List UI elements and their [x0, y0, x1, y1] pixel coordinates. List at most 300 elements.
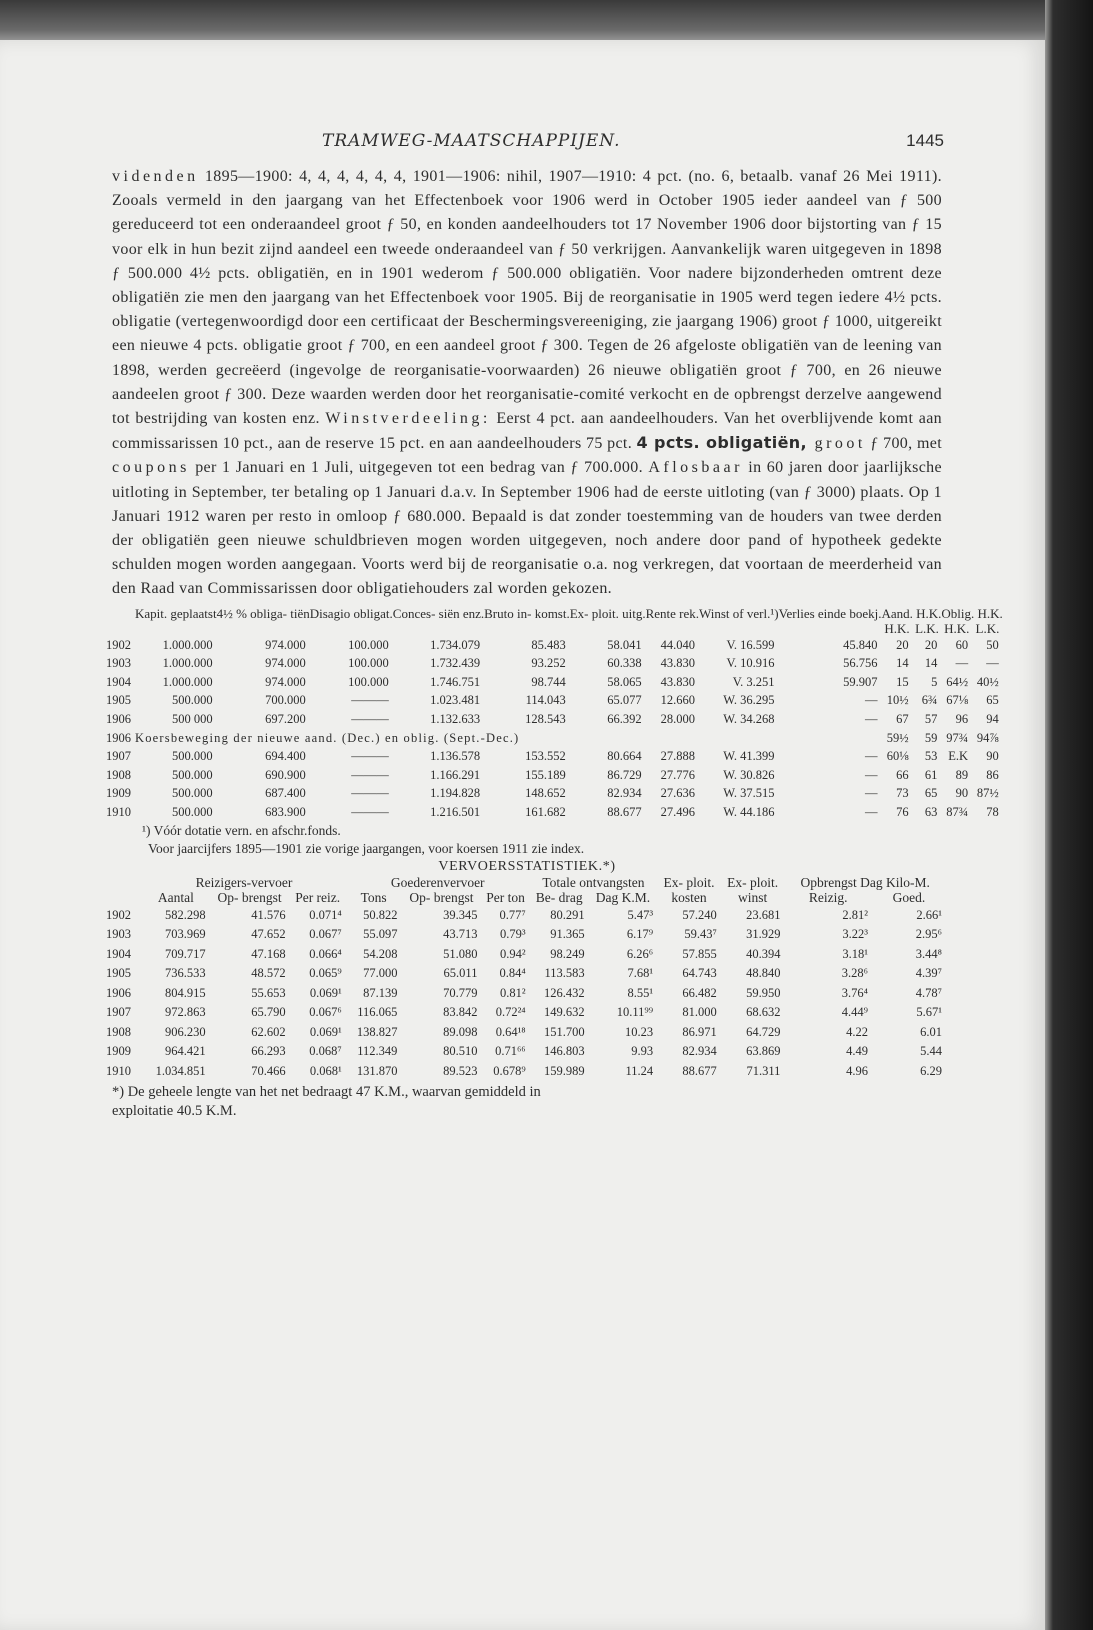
table-cell: 500.000 [171, 767, 213, 782]
table-cell: 4.78⁷ [915, 985, 942, 1000]
book-edge [1045, 0, 1093, 1630]
ver-header-cell: Per reiz. [295, 890, 341, 906]
table-cell: 10.23 [625, 1024, 654, 1039]
table-cell: 8.55¹ [627, 985, 654, 1000]
table-cell: 14 [924, 656, 938, 671]
table-cell: 3.18¹ [842, 946, 868, 961]
table-cell: — [864, 786, 878, 801]
table-cell: 100.000 [348, 637, 389, 652]
table-row [106, 1003, 946, 1023]
statistics-title: VERVOERSSTATISTIEK.*) [438, 858, 616, 874]
table-cell: E.K [948, 749, 969, 764]
table-cell: 65 [924, 786, 938, 801]
table-cell: 1.000.000 [162, 674, 213, 689]
table-cell: 48.840 [746, 966, 781, 981]
table-cell: ——— [351, 786, 389, 801]
table-cell: 683.900 [265, 805, 306, 819]
table-cell: — [986, 656, 999, 671]
table-cell: 64.729 [746, 1024, 781, 1039]
table-cell: 10½ [886, 693, 909, 708]
table-cell: 64½ [946, 674, 969, 689]
table-cell: 6.17⁹ [626, 927, 654, 942]
table-cell: 1.000.000 [162, 637, 213, 652]
table-cell: 1909 [106, 786, 131, 801]
table-cell: ——— [351, 767, 389, 782]
table-cell: 67⅛ [946, 693, 969, 708]
table-cell: 151.700 [544, 1024, 585, 1039]
ver-group-header: Totale ontvangsten [542, 874, 645, 890]
text-run: 1895—1900: 4, 4, 4, 4, 4, 4, 1901—1906: nihil, 1907—1910: 4 pct. (no. 6, betaalb. vanaf 26 Mei 1911). Zooals vermeld in den jaargang van het Effectenboek voor 1906 werd in October 1905 ieder aandeel van ƒ 500 gereduceerd tot een onderaandeel groot ƒ 50, en konden aandeelhouders tot 17 November 1906 door bijstorting van ƒ 15 voor elk in hun bezit zijnd aandeel een tweede onderaandeel van ƒ 50 verkrijgen. Aanvankelijk waren uitgegeven in 1898 ƒ 500.000 4½ pcts. obligatiën, en in 1901 wederom ƒ 500.000 obligatiën. Voor nadere bijzonderheden omtrent deze obligatiën zie men den jaargang van het Effectenboek voor 1905. Bij de reorganisatie in 1905 werd tegen iedere 4½ pcts. obligatie (vertegenwoordigd door een certificaat der Beschermingsvereeniging, zie jaargang 1906) groot ƒ 1000, uitgereikt een nieuwe 4 pcts. obligatie groot ƒ 700, en een aandeel groot ƒ 300. Tegen de 26 afgeloste obligatiën van de leening van 1898, werden gecreëerd (ingevolge de reorganisatie-voorwaarden) 26 nieuwe obligatiën groot ƒ 700, en 26 nieuwe aandeelen groot ƒ 300. Deze waarden werden door het reorganisatie-comité verkocht en de opbrengst derzelve aangewend tot bestrijding van kosten enz. [112, 168, 942, 428]
table-cell: 87.139 [363, 985, 398, 1000]
table-cell: 149.632 [544, 1005, 585, 1020]
table-row [106, 636, 1003, 655]
ver-group-header: Ex- ploit. [727, 874, 779, 890]
table-cell: 0.77⁷ [499, 907, 526, 922]
table-cell: 1903 [106, 656, 131, 671]
fin-subheader-cell: L.K. [915, 620, 939, 636]
traffic-statistics-table [106, 875, 946, 1082]
table-cell: 5.67¹ [916, 1005, 942, 1020]
table-cell: 1910 [106, 805, 131, 819]
table-cell: 89 [955, 767, 969, 782]
table-cell: 6.26⁶ [626, 946, 654, 961]
text-run: ƒ 700, met [865, 435, 942, 453]
table-cell: — [864, 712, 878, 727]
table-cell: W. 37.515 [723, 786, 775, 801]
table-cell: 94⅞ [976, 730, 999, 745]
page-number: 1445 [906, 131, 944, 150]
table-cell: 59½ [886, 730, 909, 745]
ver-header-cell: Dag K.M. [595, 890, 651, 906]
fin-header-cell: Kapit. geplaatst [135, 605, 217, 621]
table-cell: 68.632 [746, 1005, 781, 1020]
table-cell: 94 [986, 712, 999, 727]
running-title: TRAMWEG-MAATSCHAPPIJEN. [322, 131, 621, 151]
fin-header-cell: 4½ % obliga- tiën [216, 605, 310, 621]
table-cell: 1905 [106, 693, 131, 708]
fin-header-cell: Winst of verl.¹) [699, 605, 779, 621]
page-content [106, 131, 1003, 1121]
table-cell: 54.208 [363, 946, 398, 961]
table-cell: 48.572 [251, 966, 286, 981]
table-cell: V. 10.916 [726, 656, 775, 671]
table-cell: 0.79³ [500, 927, 526, 942]
table-row [106, 964, 946, 984]
table-cell: 1907 [106, 749, 131, 764]
table-cell: 62.602 [251, 1024, 286, 1039]
table-cell: 73 [896, 786, 909, 801]
table-cell: 71.311 [746, 1063, 781, 1078]
fin-header-cell: Rente rek. [645, 605, 699, 621]
table-cell: 47.652 [251, 927, 286, 942]
table-cell: 1.000.000 [162, 656, 213, 671]
ver-header-cell: Goed. [892, 890, 926, 906]
table-cell: 60 [955, 637, 969, 652]
table-cell: 6¾ [921, 693, 938, 708]
table-cell: 146.803 [544, 1044, 585, 1059]
ver-header-cell [106, 890, 142, 906]
table-row [106, 906, 946, 926]
table-cell: 1.734.079 [430, 637, 481, 652]
table-cell: — [955, 656, 969, 671]
table-cell: 57.855 [682, 946, 717, 961]
table-cell: ——— [351, 805, 389, 819]
table-cell: 28.000 [660, 712, 695, 727]
ver-header-cell: Aantal [157, 890, 194, 906]
table-cell: 500.000 [171, 786, 213, 801]
table-cell: 59.950 [746, 985, 781, 1000]
table-row [106, 1062, 946, 1082]
table-cell: 23.681 [746, 907, 781, 922]
table-cell: 53 [924, 749, 938, 764]
table-cell: 1906 [106, 730, 131, 745]
fin-header-cell: Conces- siën enz. [392, 605, 485, 621]
table-cell: 59.43⁷ [684, 927, 717, 942]
table-cell: 89.523 [443, 1063, 478, 1078]
fin-header-cell: Bruto in- komst. [484, 605, 570, 621]
table-row [106, 984, 946, 1004]
table-cell: — [864, 693, 878, 708]
table-cell: 61 [924, 767, 938, 782]
table-cell: W. 41.399 [723, 749, 775, 764]
table-cell: 0.067⁶ [309, 1005, 342, 1020]
table-cell: 50.822 [363, 907, 398, 922]
table-cell: 100.000 [348, 674, 389, 689]
table-cell: 4.49 [846, 1044, 868, 1059]
table-cell: 500.000 [171, 805, 213, 819]
table-cell: 65.077 [607, 693, 642, 708]
table-cell: 6.01 [920, 1024, 942, 1039]
table-cell: 4.44⁹ [841, 1005, 868, 1020]
ver-header-cell: winst [737, 890, 768, 906]
table-cell: 86.971 [682, 1024, 717, 1039]
table-cell: 0.071⁴ [309, 907, 342, 922]
fin-subheader-cell: H.K. [884, 620, 910, 636]
table-cell: 964.421 [164, 1044, 206, 1059]
table-cell: 700.000 [265, 693, 306, 708]
table-cell: W. 36.295 [723, 693, 775, 708]
table-cell: 1908 [106, 1024, 131, 1039]
table-cell: 86.729 [607, 767, 642, 782]
table-footnote: ¹) Vóór dotatie vern. en afschr.fonds. [142, 822, 341, 838]
table-cell: 1.216.501 [430, 805, 481, 819]
table-cell: 1.194.828 [430, 786, 481, 801]
table-cell: 66.293 [251, 1044, 286, 1059]
table-cell: 736.533 [164, 966, 206, 981]
table-cell: 80.291 [550, 907, 585, 922]
table-cell: 500.000 [171, 693, 213, 708]
table-cell: 1.732.439 [430, 656, 481, 671]
table-cell: 5.44 [920, 1044, 942, 1059]
spaced-word: Aflosbaar [648, 459, 743, 477]
ver-header-row [106, 890, 946, 906]
table-cell: 112.349 [357, 1044, 398, 1059]
ver-group-header: Ex- ploit. [663, 874, 715, 890]
table-cell: 974.000 [265, 674, 306, 689]
table-cell: 90 [955, 786, 969, 801]
table-row [106, 747, 1003, 766]
table-cell: 4.39⁷ [915, 966, 942, 981]
body-paragraph [112, 165, 942, 602]
table-cell: 3.22³ [842, 927, 868, 942]
table-cell: 1902 [106, 637, 131, 652]
text-run: in 60 jaren door jaarlijksche uitloting in September, ter betaling op 1 Januari d.a.v. In September 1906 had de eerste uitloting (van ƒ 3000) plaats. Op 1 Januari 1912 waren per resto in omloop ƒ 680.000. Bepaald is dat zonder toestemming van de houders van twee derden der obligatiën geen nieuwe schuldbrieven mogen worden uitgegeven, noch andere door pand of hypotheek gedekte schulden mogen worden aangegaan. Voorts werd bij de reorganisatie o.a. nog verkregen, dat voortaan de meerderheid van den Raad van Commissarissen door obligatiehouders zal worden gekozen. [112, 459, 942, 598]
table-cell: 14 [896, 656, 909, 671]
table-cell: 1904 [106, 674, 131, 689]
table-cell: 126.432 [544, 985, 585, 1000]
table-cell: 0.068⁷ [309, 1044, 342, 1059]
table-cell: 10.11⁹⁹ [616, 1005, 654, 1020]
table-cell: 7.68¹ [627, 966, 654, 981]
table-cell: 90 [986, 749, 999, 764]
table-cell: 972.863 [164, 1005, 206, 1020]
table-cell: 500.000 [171, 749, 213, 764]
table-cell: 1910 [106, 1063, 131, 1078]
table-cell: 709.717 [164, 946, 206, 961]
table-cell: 59 [924, 730, 938, 745]
spaced-word: videnden [112, 168, 199, 185]
table-cell: 974.000 [265, 637, 306, 652]
table-cell: 45.840 [843, 637, 878, 652]
table-cell: 66.392 [607, 712, 642, 727]
table-cell: 60⅛ [886, 749, 909, 764]
table-cell: 40.394 [746, 946, 781, 961]
table-cell: Koersbeweging der nieuwe aand. (Dec.) en oblig. (Sept.-Dec.) [135, 730, 520, 745]
table-cell: 5 [931, 674, 938, 689]
ver-table-body [106, 906, 946, 1082]
table-cell: 1906 [106, 985, 131, 1000]
table-cell: 128.543 [525, 712, 566, 727]
table-cell: 70.779 [443, 985, 478, 1000]
table-cell: 3.44⁸ [915, 946, 942, 961]
table-cell: 55.097 [363, 927, 398, 942]
fin-header-cell: Aand. H.K. [881, 605, 942, 621]
table-cell: 159.989 [544, 1063, 585, 1078]
ver-group-header: Reizigers-vervoer [195, 874, 293, 890]
table-cell: 4.96 [846, 1063, 868, 1078]
ver-group-header-row [106, 875, 946, 891]
fin-header-cell: Verlies einde boekj. [778, 605, 882, 621]
table-cell: 51.080 [443, 946, 478, 961]
table-cell: 87½ [976, 786, 999, 801]
table-cell: 39.345 [443, 907, 478, 922]
table-cell: 0.066⁴ [309, 946, 342, 961]
ver-header-cell: Op- brengst [217, 890, 282, 906]
table-cell: V. 3.251 [732, 674, 775, 689]
table-cell: 50 [986, 637, 999, 652]
table-cell: 66.482 [682, 985, 717, 1000]
table-row [106, 1023, 946, 1043]
table-cell: 100.000 [348, 656, 389, 671]
table-cell: 694.400 [265, 749, 306, 764]
table-cell: 1.132.633 [430, 712, 481, 727]
table-cell: 77.000 [363, 966, 398, 981]
table-cell: 1.034.851 [155, 1063, 206, 1078]
table-cell: 43.830 [660, 674, 695, 689]
spaced-word: Winstverdeeling: [325, 410, 491, 428]
fin-header-cell: Ex- ploit. uitg. [569, 605, 646, 621]
table-cell: 5.47³ [627, 907, 654, 922]
table-note: Voor jaarcijfers 1895—1901 zie vorige jaargangen, voor koersen 1911 zie index. [148, 840, 585, 856]
table-cell: 703.969 [164, 927, 206, 942]
table-cell: 78 [986, 805, 999, 819]
table-cell: 2.66¹ [916, 907, 942, 922]
fin-subheader-spacer [106, 621, 881, 636]
table-cell: 161.682 [525, 805, 566, 819]
table-cell: 0.065⁹ [309, 966, 342, 981]
table-cell: 138.827 [356, 1024, 398, 1039]
table-cell: 97¾ [946, 730, 969, 745]
table-cell: 114.043 [525, 693, 566, 708]
table-cell: 1.746.751 [430, 674, 481, 689]
table-cell: 20 [896, 637, 909, 652]
table-cell: 906.230 [164, 1024, 206, 1039]
table-cell: V. 16.599 [726, 637, 775, 652]
ver-header-cell: Per ton [486, 890, 525, 906]
footnote-text: *) De geheele lengte van het net bedraagt 47 K.M., waarvan gemiddeld in [112, 1084, 541, 1101]
table-cell: 76 [896, 805, 909, 819]
fin-subheader-row [106, 621, 1003, 636]
table-cell: 47.168 [251, 946, 286, 961]
ver-header-cell: Tons [360, 890, 387, 906]
table-cell: 67 [896, 712, 909, 727]
table-cell: 64.743 [682, 966, 717, 981]
table-cell: 1908 [106, 767, 131, 782]
ver-group-spacer [106, 875, 142, 891]
table-cell: 153.552 [525, 749, 566, 764]
table-cell: 20 [924, 637, 938, 652]
table-cell: 0.64¹⁸ [495, 1024, 526, 1039]
table-cell: 687.400 [265, 786, 306, 801]
table-row [106, 945, 946, 965]
table-row [106, 766, 1003, 785]
table-cell: 0.067⁷ [309, 927, 342, 942]
table-cell: 2.95⁶ [915, 927, 942, 942]
table-row [106, 710, 1003, 729]
table-cell: 0.068¹ [309, 1063, 342, 1078]
table-cell: 0.94² [500, 946, 526, 961]
table-cell: 80.510 [443, 1044, 478, 1059]
table-cell: 148.652 [525, 786, 566, 801]
table-cell: 3.76⁴ [841, 985, 868, 1000]
table-cell: — [864, 767, 878, 782]
table-cell: 0.678⁹ [493, 1063, 526, 1078]
table-cell: 1902 [106, 907, 131, 922]
bold-heading: 4 pcts. obligatiën, [636, 433, 807, 453]
table-cell: 43.830 [660, 656, 695, 671]
fin-table-body [106, 636, 1003, 822]
table-cell: 93.252 [531, 656, 566, 671]
fin-header-cell [106, 606, 135, 621]
table-cell: 58.065 [607, 674, 642, 689]
table-cell: 88.677 [682, 1063, 717, 1078]
table-cell: — [864, 749, 878, 764]
table-cell: 44.040 [660, 637, 695, 652]
table-cell: 1905 [106, 966, 131, 981]
ver-header-cell: Op- brengst [409, 890, 474, 906]
fin-header-row [106, 606, 1003, 621]
footnote-line: exploitatie 40.5 K.M. [112, 1103, 237, 1120]
table-cell: 3.28⁶ [841, 966, 868, 981]
table-cell: 57 [924, 712, 938, 727]
table-cell: 12.660 [660, 693, 695, 708]
spaced-word: groot [806, 435, 866, 453]
table-cell: 55.653 [251, 985, 286, 1000]
table-cell: 65.790 [251, 1005, 286, 1020]
table-cell: 0.069¹ [309, 985, 342, 1000]
table-cell: 27.888 [660, 749, 695, 764]
table-cell: 1904 [106, 946, 131, 961]
table-cell: 0.84⁴ [499, 966, 526, 981]
table-cell: 0.81² [500, 985, 526, 1000]
table-cell: 81.000 [682, 1005, 717, 1020]
table-cell: 65.011 [443, 966, 478, 981]
fin-subheader-cell: L.K. [975, 620, 1000, 636]
table-cell: 82.934 [682, 1044, 717, 1059]
table-cell: 56.756 [843, 656, 878, 671]
footnote-line [112, 1083, 942, 1102]
table-cell: 0.71⁶⁶ [495, 1044, 526, 1059]
table-cell: 1.166.291 [430, 767, 481, 782]
financial-table [106, 606, 1003, 822]
table-cell: ——— [351, 693, 389, 708]
table-cell: 27.776 [660, 767, 695, 782]
table-cell: 63.869 [746, 1044, 781, 1059]
table-cell: W. 34.268 [723, 712, 775, 727]
table-cell: 155.189 [525, 767, 566, 782]
table-cell: 63 [924, 805, 938, 819]
table-cell: 697.200 [265, 712, 306, 727]
table-cell: W. 30.826 [723, 767, 775, 782]
table-row [106, 673, 1003, 692]
table-cell: 98.744 [531, 674, 566, 689]
table-cell: 690.900 [265, 767, 306, 782]
table-cell: 1.136.578 [430, 749, 481, 764]
table-cell: 80.664 [607, 749, 642, 764]
table-cell: 65 [986, 693, 999, 708]
table-cell: 43.713 [443, 927, 478, 942]
table-cell: 974.000 [265, 656, 306, 671]
table-cell: 582.298 [164, 907, 206, 922]
table-cell: 82.934 [607, 786, 642, 801]
ver-header-cell: kosten [671, 890, 707, 906]
table-cell: 59.907 [843, 674, 878, 689]
table-cell: 1909 [106, 1044, 131, 1059]
table-cell: 1903 [106, 927, 131, 942]
table-cell: 60.338 [607, 656, 642, 671]
statistics-footnote [112, 1083, 942, 1121]
table-cell: W. 44.186 [723, 805, 775, 819]
text-run: per 1 Januari en 1 Juli, uitgegeven tot een bedrag van ƒ 700.000. [189, 459, 649, 477]
table-cell: 66 [896, 767, 909, 782]
ver-group-header: Goederenvervoer [390, 874, 485, 890]
table-cell: 58.041 [607, 637, 642, 652]
table-cell: 89.098 [443, 1024, 478, 1039]
table-cell: 98.249 [550, 946, 585, 961]
table-cell: 2.81² [842, 907, 868, 922]
fin-header-cell: Disagio obligat. [309, 605, 393, 621]
running-header [112, 131, 942, 157]
table-cell: 0.72²⁴ [495, 1005, 526, 1020]
table-cell: 1907 [106, 1005, 131, 1020]
table-cell: 83.842 [443, 1005, 478, 1020]
ver-group-header: Opbrengst Dag Kilo-M. [800, 874, 930, 890]
table-row [106, 803, 1003, 822]
table-cell: 85.483 [531, 637, 566, 652]
table-row [106, 691, 1003, 710]
table-cell: 40½ [976, 674, 999, 689]
fin-subheader-cell: H.K. [944, 620, 970, 636]
